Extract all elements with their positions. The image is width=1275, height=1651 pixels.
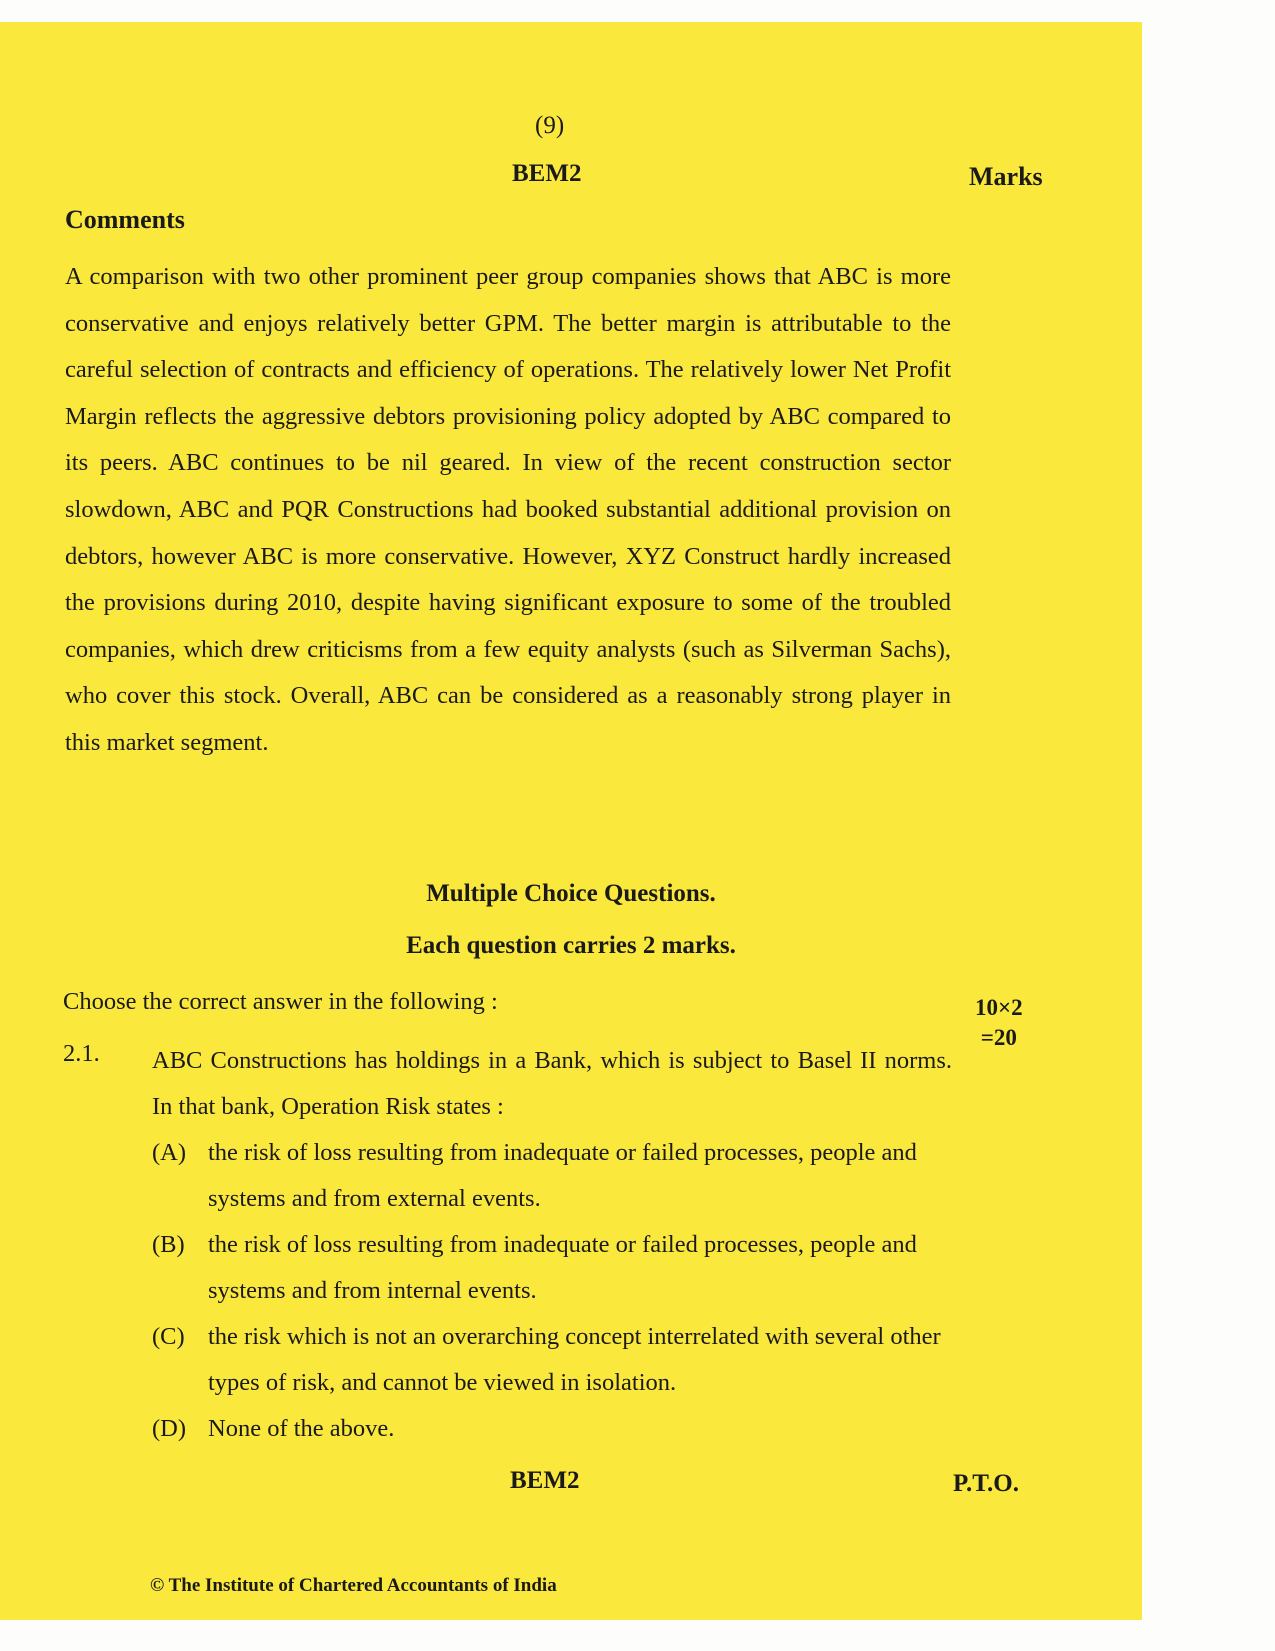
page-number: (9) xyxy=(535,112,565,139)
question-text: ABC Constructions has holdings in a Bank, which is subject to Basel II norms. In that bank, Operation Risk states : xyxy=(152,1047,952,1120)
marks-heading: Marks xyxy=(969,162,1043,191)
option-b-label: (B) xyxy=(152,1231,185,1258)
marks-allocation-line2: =20 xyxy=(980,1025,1017,1050)
copyright-notice: © The Institute of Chartered Accountants of India xyxy=(150,1575,557,1596)
option-d xyxy=(152,1406,952,1452)
paper-code-top: BEM2 xyxy=(512,160,582,187)
option-a-text: the risk of loss resulting from inadequate or failed processes, people and systems and from external events. xyxy=(208,1139,917,1212)
option-a-label: (A) xyxy=(152,1139,187,1166)
option-d-label: (D) xyxy=(152,1415,187,1442)
question-number: 2.1. xyxy=(63,1040,100,1067)
mcq-subtitle: Each question carries 2 marks. xyxy=(406,932,736,959)
option-c-label: (C) xyxy=(152,1323,185,1350)
marks-allocation xyxy=(975,993,1023,1053)
option-c xyxy=(152,1314,952,1406)
marks-allocation-line1: 10×2 xyxy=(975,995,1023,1020)
comments-paragraph: A comparison with two other prominent peer group companies shows that ABC is more conservative and enjoys relatively better GPM. The better margin is attributable to the careful selection of contracts and efficiency of operations. The relatively lower Net Profit Margin reflects the aggressive debtors provisioning policy adopted by ABC compared to its peers. ABC continues to be nil geared. In view of the recent construction sector slowdown, ABC and PQR Constructions had booked substantial additional provision on debtors, however ABC is more conservative. However, XYZ Construct hardly increased the provisions during 2010, despite having significant exposure to some of the troubled companies, which drew criticisms from a few equity analysts (such as Silverman Sachs), who cover this stock. Overall, ABC can be considered as a reasonably strong player in this market segment. xyxy=(65,263,951,756)
mcq-title: Multiple Choice Questions. xyxy=(426,880,716,907)
pto-label: P.T.O. xyxy=(953,1470,1019,1497)
option-c-text: the risk which is not an overarching concept interrelated with several other types of risk, and cannot be viewed in isolation. xyxy=(208,1323,941,1396)
mcq-instruction: Choose the correct answer in the following : xyxy=(63,988,498,1015)
option-d-text: None of the above. xyxy=(208,1415,395,1442)
paper-code-bottom: BEM2 xyxy=(510,1467,580,1494)
option-a xyxy=(152,1130,952,1222)
option-b-text: the risk of loss resulting from inadequate or failed processes, people and systems and from internal events. xyxy=(208,1231,917,1304)
comments-heading: Comments xyxy=(65,205,185,234)
option-b xyxy=(152,1222,952,1314)
